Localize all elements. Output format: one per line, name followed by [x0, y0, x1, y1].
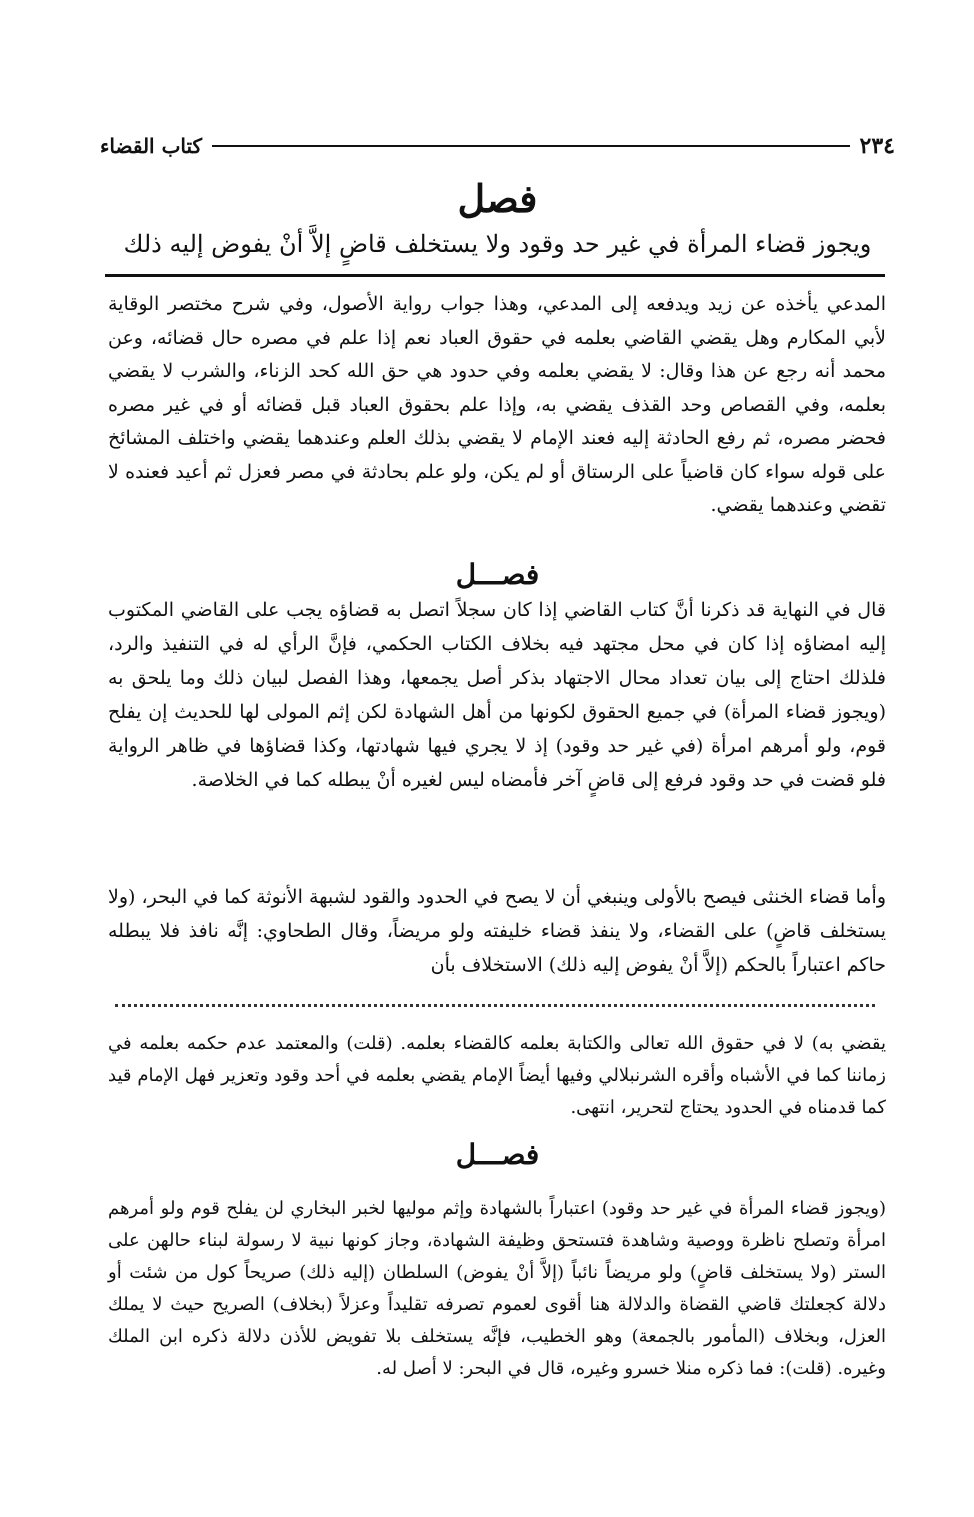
- commentary-paragraph: قال في النهاية قد ذكرنا أنَّ كتاب القاضي إذا كان سجلاً اتصل به قضاؤه يجب على القاضي المكتوب إليه امضاؤه إذا كان في محل مجتهد فيه بخلاف الكتاب الحكمي، فإنَّ الرأي له في التنفيذ والرد، فلذلك احتاج إلى بيان تعداد محال الاجتهاد بذكر أصل يجمعها، وهذا الفصل لبيان ذلك وما يلحق به (ويجوز قضاء المرأة) في جميع الحقوق لكونها من أهل الشهادة لكن إثم المولى لها للحديث إن يفلح قوم، ولو أمرهم امرأة (في غير حد وقود) إذ لا يجري فيها شهادتها، وكذا قضاؤها في ظاهر الرواية فلو قضت في حد وقود فرفع إلى قاضٍ آخر فأمضاه ليس لغيره أنْ يبطله كما في الخلاصة.: [108, 599, 886, 791]
- commentary-paragraph: وأما قضاء الخنثى فيصح بالأولى وينبغي أن لا يصح في الحدود والقود لشبهة الأنوثة كما في البحر، (ولا يستخلف قاضٍ) على القضاء، ولا ينفذ قضاء خليفته ولو مريضاً، وقال الطحاوي: إنَّه نافذ فلا يبطله حاكم اعتباراً بالحكم (إلاَّ أنْ يفوض إليه ذلك) الاستخلاف بأن: [108, 886, 886, 976]
- section-heading: فصل: [457, 176, 538, 221]
- commentary-block: [108, 593, 886, 797]
- header-rule: [212, 145, 849, 147]
- commentary-paragraph: (ويجوز قضاء المرأة في غير حد وقود) اعتباراً بالشهادة وإثم موليها لخبر البخاري لن يفلح قوم ولو أمرهم امرأة وتصلح ناظرة ووصية وشاهدة فتستحق وظيفة الشهادة، وجاز كونها نبية لا رسولة لبناء حالهن على الستر (ولا يستخلف قاضٍ) ولو مريضاً نائباً (إلاَّ أنْ يفوض) السلطان (إليه ذلك) صريحاً كول من شئت أو دلالة كجعلتك قاضي القضاة والدلالة هنا أقوى لعموم تصرفه تقليداً وعزلاً (بخلاف) الصريح حيث لا يملك العزل، وبخلاف (المأمور بالجمعة) وهو الخطيب، فإنَّه يستخلف بلا تفويض للأذن دلالة ذكره ابن الملك وغيره. (قلت): فما ذكره منلا خسرو وغيره، قال في البحر: لا أصل له.: [108, 1198, 886, 1379]
- matn-text: ويجوز قضاء المرأة في غير حد وقود ولا يستخلف قاضٍ إلاَّ أنْ يفوض إليه ذلك: [123, 230, 872, 258]
- commentary-paragraph: يقضي به) لا في حقوق الله تعالى والكتابة بعلمه كالقضاء بعلمه. (قلت) والمعتمد عدم حكمه بعلمه في زماننا كما في الأشباه وأقره الشرنبلالي وفيها أيضاً الإمام يقضي بعلمه في أحد وقود وتعزير فهل الإمام قيد كما قدمناه في الحدود يحتاج لتحرير، انتهى.: [108, 1033, 886, 1118]
- commentary-block: [108, 1028, 886, 1124]
- page-header: [100, 130, 895, 162]
- commentary-block: [108, 288, 886, 523]
- commentary-block: [108, 880, 886, 982]
- matn-divider: [105, 274, 885, 277]
- commentary-paragraph: المدعي يأخذه عن زيد ويدفعه إلى المدعي، وهذا جواب رواية الأصول، وفي شرح مختصر الوقاية لأبي المكارم وهل يقضي القاضي بعلمه في حقوق العباد نعم إذا علم في مصره حال قضائه، وعن محمد أنه رجع عن هذا وقال: لا يقضي بعلمه وفي حدود هي حق الله كحد الزناء، والشرب لا يقضي بعلمه، وفي القصاص وحد القذف يقضي به، وإذا علم بحقوق العباد قبل قضائه أو في غير مصره فحضر مصره، ثم رفع الحادثة إليه فعند الإمام لا يقضي بذلك العلم وعندهما يقضي واختلف المشائخ على قوله سواء كان قاضياً على الرستاق أو لم يكن، ولو علم بحادثة في مصر فعزل ثم أعيد فعنده لا تقضي وعندهما يقضي.: [108, 293, 886, 516]
- commentary-block: [108, 1193, 886, 1385]
- running-title: كتاب القضاء: [100, 134, 203, 158]
- dotted-divider: [115, 1004, 875, 1007]
- sub-heading: فصـــل: [455, 558, 540, 591]
- sub-heading: فصـــل: [455, 1138, 540, 1171]
- page-number: ٢٣٤: [859, 133, 895, 159]
